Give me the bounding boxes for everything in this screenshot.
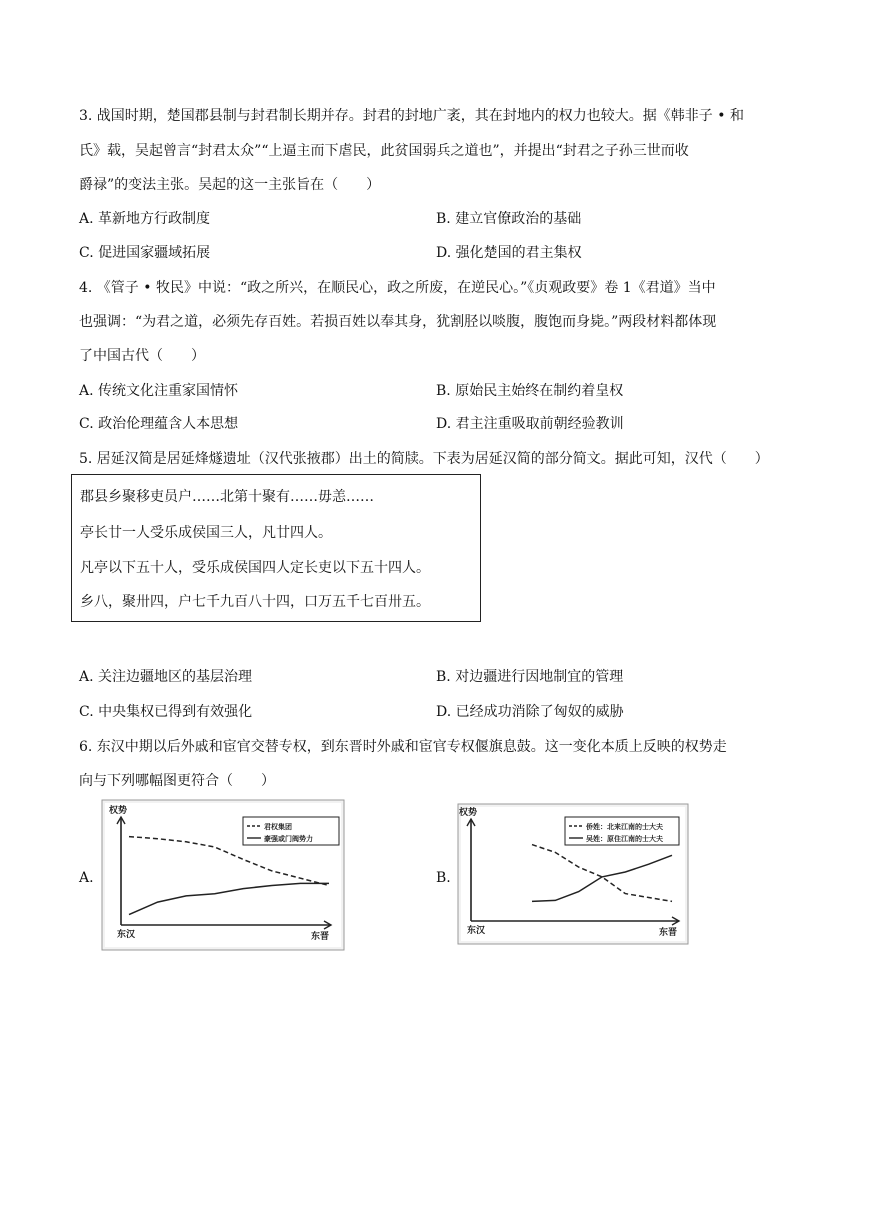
question-6-option-a[interactable]: A. <box>79 870 94 886</box>
table-row: 亭长廿一人受乐成侯国三人，凡廿四人。 <box>80 525 332 541</box>
question-5-option-c[interactable]: C. 中央集权已得到有效强化 <box>79 704 253 720</box>
question-4-line-2: 也强调：“为君之道，必须先存百姓。若损百姓以奉其身，犹割胫以啖腹，腹饱而身毙。”两段材料都体现 <box>79 314 717 330</box>
question-5-option-d[interactable]: D. 已经成功消除了匈奴的威胁 <box>436 704 624 720</box>
legend-label: 吴姓：原住江南的士大夫 <box>586 835 663 843</box>
x-axis-end-label: 东晋 <box>311 932 330 942</box>
bamboo-slip-table <box>71 474 481 622</box>
y-axis-label: 权势 <box>109 806 128 816</box>
x-axis-start-label: 东汉 <box>467 926 486 936</box>
question-5-line-1: 5. 居延汉简是居延烽燧遗址（汉代张掖郡）出土的简牍。下表为居延汉简的部分简文。据此可知，汉代（ ） <box>79 451 769 467</box>
question-4-option-b[interactable]: B. 原始民主始终在制约着皇权 <box>436 383 624 399</box>
table-row: 凡亭以下五十人，受乐成侯国四人定长吏以下五十四人。 <box>80 560 430 576</box>
legend-label: 豪强或门阀势力 <box>264 835 313 843</box>
legend-label: 君权集团 <box>264 823 292 831</box>
question-5-option-a[interactable]: A. 关注边疆地区的基层治理 <box>79 669 253 685</box>
chart-legend <box>243 817 339 845</box>
question-4-line-3: 了中国古代（ ） <box>79 348 205 364</box>
chart-a[interactable] <box>101 799 345 951</box>
question-6-line-1: 6. 东汉中期以后外戚和宦官交替专权，到东晋时外戚和宦官专权偃旗息鼓。这一变化本质上反映的权势走 <box>79 739 727 755</box>
question-3-option-b[interactable]: B. 建立官僚政治的基础 <box>436 211 582 227</box>
question-3-line-3: 爵禄”的变法主张。吴起的这一主张旨在（ ） <box>79 177 381 193</box>
question-3-option-c[interactable]: C. 促进国家疆域拓展 <box>79 245 211 261</box>
chart-legend <box>565 817 679 845</box>
chart-a-svg <box>101 799 345 951</box>
question-6-line-2: 向与下列哪幅图更符合（ ） <box>79 773 275 789</box>
legend-label: 侨姓：北来江南的士大夫 <box>586 823 663 831</box>
question-4-line-1: 4. 《管子 • 牧民》中说：“政之所兴，在顺民心，政之所废，在逆民心。”《贞观政要》卷 1《君道》当中 <box>79 280 716 296</box>
question-5-option-b[interactable]: B. 对边疆进行因地制宜的管理 <box>436 669 624 685</box>
question-4-option-d[interactable]: D. 君主注重吸取前朝经验教训 <box>436 416 624 432</box>
question-3-option-a[interactable]: A. 革新地方行政制度 <box>79 211 211 227</box>
chart-b[interactable] <box>457 803 689 945</box>
table-row: 郡县乡聚移吏员户……北第十聚有……毋恙…… <box>80 489 374 505</box>
x-axis-start-label: 东汉 <box>117 930 136 940</box>
x-axis-end-label: 东晋 <box>659 928 678 938</box>
y-axis-label: 权势 <box>459 808 478 818</box>
question-4-option-c[interactable]: C. 政治伦理蕴含人本思想 <box>79 416 239 432</box>
chart-b-svg <box>457 803 689 945</box>
question-3-line-2: 氏》载，吴起曾言“封君太众”“上逼主而下虐民，此贫国弱兵之道也”，并提出“封君之子孙三世而收 <box>79 143 689 159</box>
question-3-option-d[interactable]: D. 强化楚国的君主集权 <box>436 245 582 261</box>
question-4-option-a[interactable]: A. 传统文化注重家国情怀 <box>79 383 239 399</box>
question-6-option-b[interactable]: B. <box>436 870 451 886</box>
question-3-line-1: 3. 战国时期，楚国郡县制与封君制长期并存。封君的封地广袤，其在封地内的权力也较大。据《韩非子 • 和 <box>79 108 744 124</box>
table-row: 乡八，聚卅四，户七千九百八十四，口万五千七百卅五。 <box>80 594 430 610</box>
